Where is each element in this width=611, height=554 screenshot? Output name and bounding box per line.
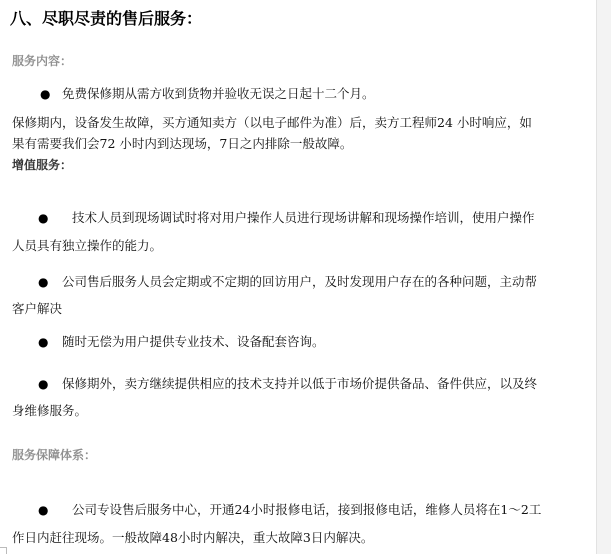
value-added-label: 增值服务： bbox=[12, 158, 73, 172]
bullet-icon: ● bbox=[38, 335, 49, 349]
bullet-icon: ● bbox=[38, 503, 49, 517]
bullet-icon: ● bbox=[38, 377, 49, 391]
warranty-paragraph-line-1: 保修期内，设备发生故障，买方通知卖方（以电子邮件为准）后，卖方工程师24 小时响应，如 bbox=[12, 115, 532, 130]
consulting-text: 随时无偿为用户提供专业技术、设备配套咨询。 bbox=[62, 334, 325, 349]
warranty-paragraph-line-2: 果有需要我们会72 小时内到达现场，7日之内排除一般故障。 bbox=[12, 136, 353, 151]
service-center-text-line-2: 作日内赶往现场。一般故障48小时内解决，重大故障3日内解决。 bbox=[12, 530, 374, 545]
bullet-icon: ● bbox=[38, 275, 49, 289]
bullet-icon: ● bbox=[40, 87, 51, 101]
post-warranty-text-line-2: 身维修服务。 bbox=[12, 403, 88, 418]
service-center-text-line-1: 公司专设售后服务中心，开通24小时报修电话，接到报修电话，维修人员将在1～2工 bbox=[72, 502, 542, 517]
page-corner-mark bbox=[0, 547, 7, 554]
section-heading: 八、尽职尽责的售后服务： bbox=[10, 9, 203, 28]
training-text-line-1: 技术人员到现场调试时将对用户操作人员进行现场讲解和现场操作培训，使用户操作 bbox=[72, 210, 535, 225]
training-text-line-2: 人员具有独立操作的能力。 bbox=[12, 238, 163, 253]
vertical-scrollbar[interactable] bbox=[596, 0, 611, 554]
post-warranty-text-line-1: 保修期外，卖方继续提供相应的技术支持并以低于市场价提供备品、备件供应，以及终 bbox=[62, 376, 538, 391]
warranty-text: 免费保修期从需方收到货物并验收无误之日起十二个月。 bbox=[62, 86, 375, 101]
followup-text-line-2: 客户解决 bbox=[12, 301, 63, 316]
guarantee-label: 服务保障体系： bbox=[12, 448, 97, 462]
bullet-icon: ● bbox=[38, 211, 49, 225]
service-content-label: 服务内容： bbox=[12, 54, 73, 68]
followup-text-line-1: 公司售后服务人员会定期或不定期的回访用户，及时发现用户存在的各种问题，主动帮 bbox=[62, 274, 538, 289]
